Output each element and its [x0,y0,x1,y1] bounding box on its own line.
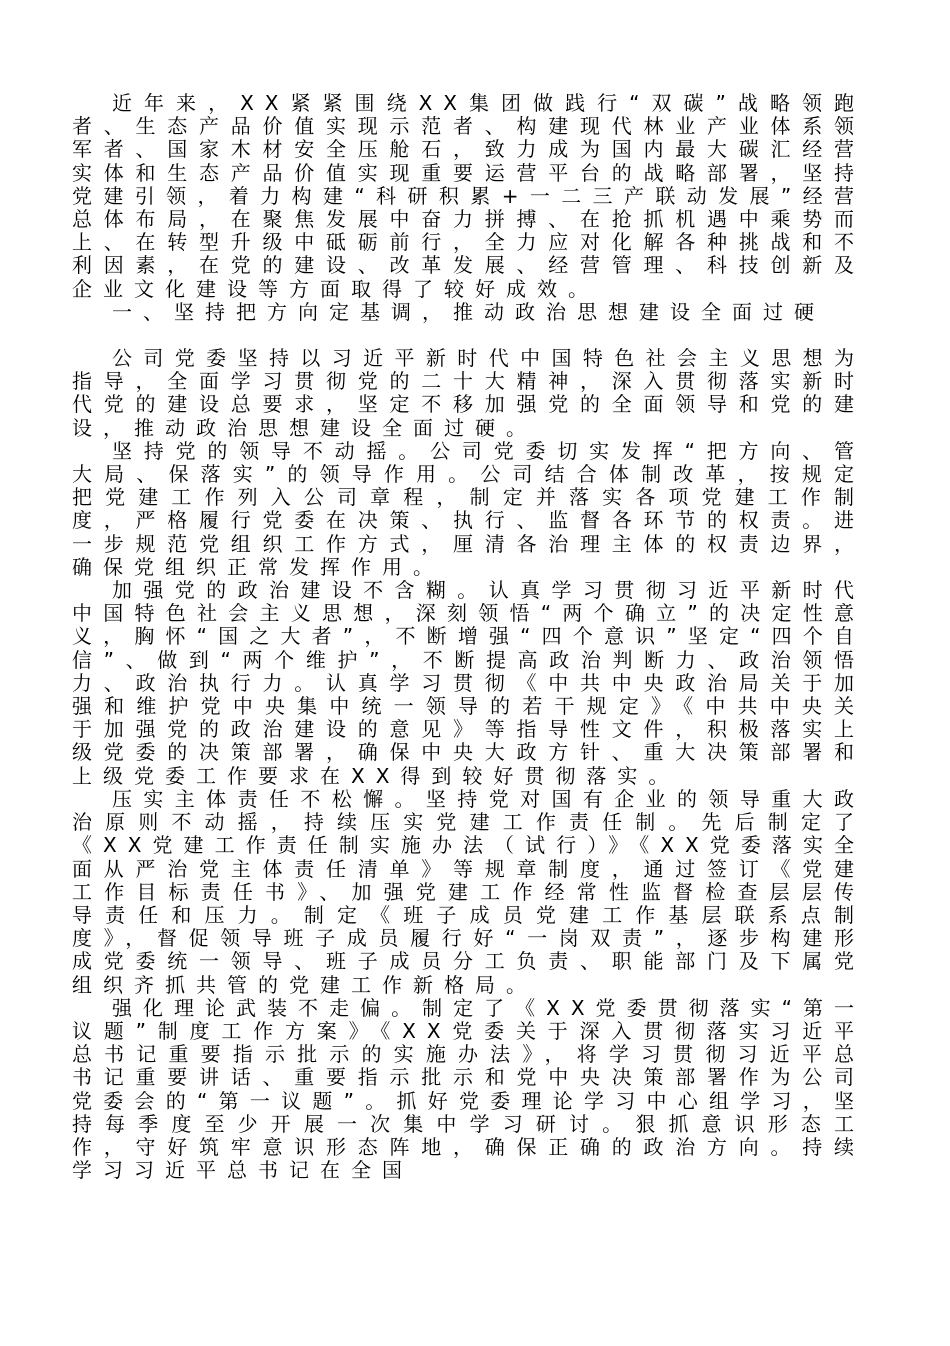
section-heading: 一、坚持把方向定基调，推动政治思想建设全面过硬 [112,299,825,324]
body-paragraph: 压实主体责任不松懈。坚持党对国有企业的领导重大政治原则不动摇，持续压实党建工作责任制。先后制定了《XX党建工作责任制实施办法（试行）》《XX党委落实全面从严治党主体责任清单》等规章制度，通过签订《党建工作目标责任书》、加强党建工作经常性监督检查层层传导责任和压力。制定《班子成员党建工作基层联系点制度》，督促领导班子成员履行好“一岗双责”，逐步构建形成党委统一领导、班子成员分工负责、职能部门及下属党组织齐抓共管的党建工作新格局。 [72,786,865,997]
document-body [72,92,865,1182]
body-paragraph: 加强党的政治建设不含糊。认真学习贯彻习近平新时代中国特色社会主义思想，深刻领悟“两个确立”的决定性意义，胸怀“国之大者”，不断增强“四个意识”坚定“四个自信”、做到“两个维护”，不断提高政治判断力、政治领悟力、政治执行力。认真学习贯彻《中共中央政治局关于加强和维护党中央集中统一领导的若干规定》《中共中央关于加强党的政治建设的意见》等指导性文件，积极落实上级党委的决策部署，确保中央大政方针、重大决策部署和上级党委工作要求在XX得到较好贯彻落实。 [72,578,865,788]
body-paragraph: 坚持党的领导不动摇。公司党委切实发挥“把方向、管大局、保落实”的领导作用。公司结合体制改革，按规定把党建工作列入公司章程，制定并落实各项党建工作制度，严格履行党委在决策、执行、监督各环节的权责。进一步规范党组织工作方式，厘清各治理主体的权责边界，确保党组织正常发挥作用。 [72,438,865,579]
body-paragraph: 公司党委坚持以习近平新时代中国特色社会主义思想为指导，全面学习贯彻党的二十大精神，深入贯彻落实新时代党的建设总要求，坚定不移加强党的全面领导和党的建设，推动政治思想建设全面过硬。 [72,346,865,440]
body-paragraph: 强化理论武装不走偏。制定了《XX党委贯彻落实“第一议题”制度工作方案》《XX党委关于深入贯彻落实习近平总书记重要指示批示的实施办法》，将学习贯彻习近平总书记重要讲话、重要指示批示和党中央决策部署作为公司党委会的“第一议题”。抓好党委理论学习中心组学习，坚持每季度至少开展一次集中学习研讨。狠抓意识形态工作，守好筑牢意识形态阵地，确保正确的政治方向。持续学习习近平总书记在全国 [72,995,865,1183]
intro-paragraph: 近年来，XX紧紧围绕XX集团做践行“双碳”战略领跑者、生态产品价值实现示范者、构建现代林业产业体系领军者、国家木材安全压舱石，致力成为国内最大碳汇经营实体和生态产品价值实现重要运营平台的战略部署，坚持党建引领，着力构建“科研积累+一二三产联动发展”经营总体布局，在聚焦发展中奋力拼搏、在抢抓机遇中乘势而上、在转型升级中砥砺前行，全力应对化解各种挑战和不利因素，在党的建设、改革发展、经营管理、科技创新及企业文化建设等方面取得了较好成效。 [72,91,865,301]
